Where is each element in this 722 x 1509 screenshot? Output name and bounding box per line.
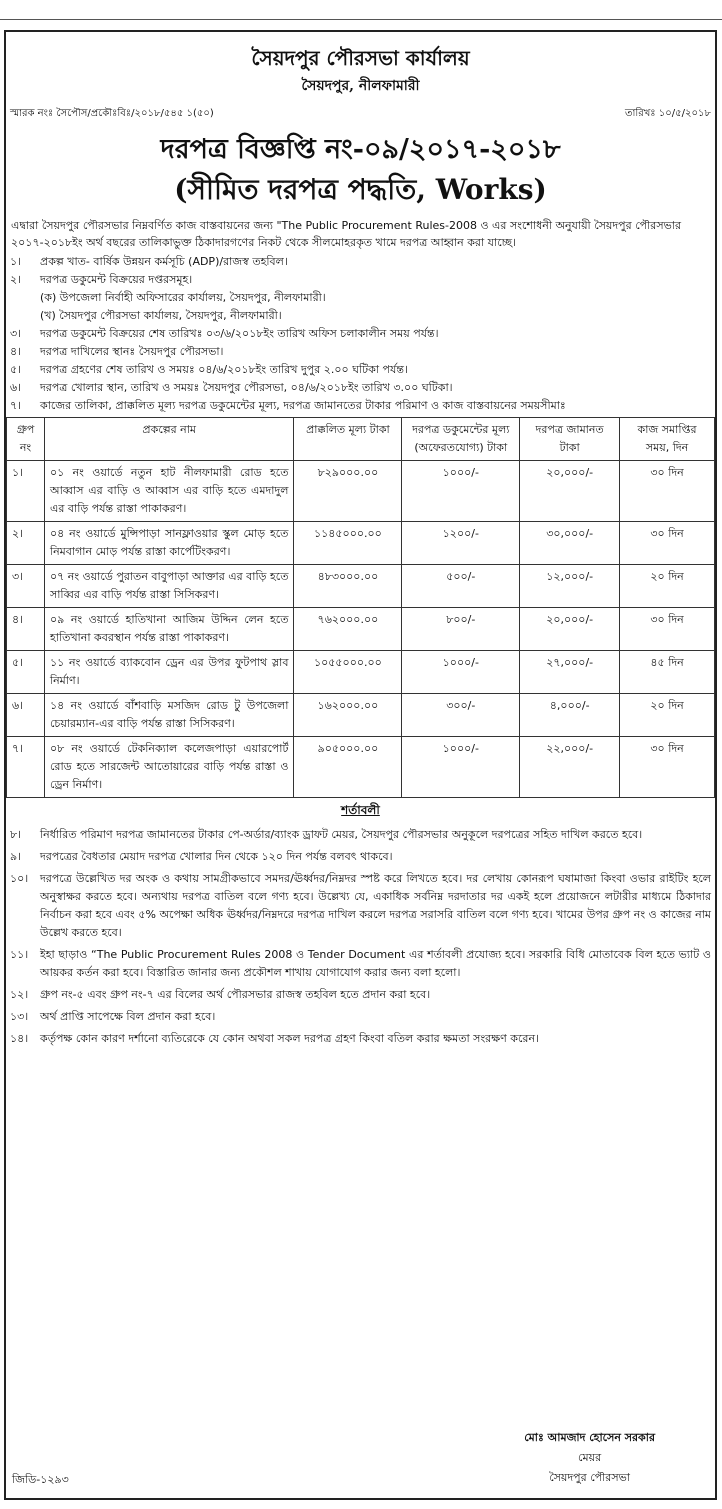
cell-group: ৪।: [7, 608, 45, 651]
cell-estimate: ৪৮৩০০০.০০: [294, 565, 402, 608]
cell-project: ০৯ নং ওয়ার্ডে হাতিখানা আজিম উদ্দিন লেন হতে হাতিখানা কবরস্থান পর্যন্ত রাস্তা পাকাকরণ।: [44, 608, 293, 651]
signatory-name: মোঃ আমজাদ হোসেন সরকার: [524, 1431, 655, 1444]
col-group: গ্রুপ নং: [7, 418, 45, 461]
table-header-row: [7, 418, 715, 461]
cell-duration: ৩০ দিন: [620, 522, 715, 565]
list-item: ৫। দরপত্র গ্রহণের শেষ তারিখ ও সময়ঃ ০৪/৬/২০১৮ইং তারিখ দুপুর ২.০০ ঘটিকা পর্যন্ত।: [10, 363, 408, 376]
cell-duration: ৩০ দিন: [620, 737, 715, 798]
cell-project: ০১ নং ওয়ার্ডে নতুন হাট নীলফামারী রোড হতে আব্বাস এর বাড়ি ও আব্বাস এর বাড়ি হতে এমদাদুল এর বাড়ি পর্যন্ত রাস্তা পাকাকরণ।: [44, 461, 293, 522]
cell-doc-price: ৫০০/-: [402, 565, 520, 608]
cell-project: ০৮ নং ওয়ার্ডে টেকনিক্যাল কলেজপাড়া এয়ারপোর্ট রোড হতে সারজেন্ট আতোয়ারের বাড়ি পর্যন্ত রাস্তা ও ড্রেন নির্মাণ।: [44, 737, 293, 798]
cell-security: ১২,০০০/-: [520, 565, 620, 608]
table-row: [7, 461, 715, 522]
office-a: (ক) উপজেলা নির্বাহী অফিসারের কার্যালয়, সৈয়দপুর, নীলফামারী।: [40, 291, 326, 304]
cell-security: ২২,০০০/-: [520, 737, 620, 798]
list-item: ১০। দরপত্রে উল্লেখিত দর অংক ও কথায় সামগ্রীকভাবে সমদর/ঊর্ধ্বদর/নিম্নদর স্পষ্ট করে লিখতে হবে। দর লেখায় কোনরূপ ঘষামাজা কিংবা ওভার রাইটিং হলে অনুস্বাক্ষর করতে হবে। অন্যথায় দরপত্র বাতিল বলে গণ্য হবে। উল্লেখ্য যে, একাধিক সর্বনিম্ন দরদাতার দর একই হলে প্রয়োজনে লটারীর মাধ্যমে ঠিকাদার নির্বাচন করা হবে এবং ৫% অপেক্ষা অধিক ঊর্ধ্বদর/নিম্নদরে দরপত্র দাখিল করলে দরপত্র সরাসরি বাতিল বলে গণ্য হবে। খামের উপর গ্রুপ নং ও কাজের নাম উল্লেখ করতে হবে।: [10, 872, 711, 939]
cell-security: ২৭,০০০/-: [520, 651, 620, 694]
table-row: [7, 565, 715, 608]
list-item: ৯। দরপত্রের বৈধতার মেয়াদ দরপত্র খোলার দিন থেকে ১২০ দিন পর্যন্ত বলবৎ থাকবে।: [10, 850, 393, 863]
list-item: ৮। নির্ধারিত পরিমাণ দরপত্র জামানতের টাকার পে-অর্ডার/ব্যাংক ড্রাফট মেয়র, সৈয়দপুর পৌরসভার অনুকূলে দরপত্রের সহিত দাখিল করতে হবে।: [10, 828, 643, 841]
list-item: ৭। কাজের তালিকা, প্রাক্কলিত মূল্য দরপত্র ডকুমেন্টের মূল্য, দরপত্র জামানতের টাকার পরিমাণ ও কাজ বাস্তবায়নের সময়সীমাঃ: [10, 399, 566, 412]
office-b: (খ) সৈয়দপুর পৌরসভা কার্যালয়, সৈয়দপুর, নীলফামারী।: [40, 309, 282, 322]
cell-duration: ২০ দিন: [620, 565, 715, 608]
cell-estimate: ৭৬২০০০.০০: [294, 608, 402, 651]
cell-duration: ২০ দিন: [620, 694, 715, 737]
cell-project: ১১ নং ওয়ার্ডে ব্যাকবোন ড্রেন এর উপর ফুটপাথ স্লাব নির্মাণ।: [44, 651, 293, 694]
list-item: ১। প্রকল্প খাত- বার্ষিক উন্নয়ন কর্মসূচি (ADP)/রাজস্ব তহবিল।: [10, 255, 288, 268]
cell-group: ৭।: [7, 737, 45, 798]
cell-group: ৬।: [7, 694, 45, 737]
cell-doc-price: ৩০০/-: [402, 694, 520, 737]
cell-group: ২।: [7, 522, 45, 565]
gd-number: জিডি-১২৯৩: [12, 1473, 69, 1486]
cell-doc-price: ১২০০/-: [402, 522, 520, 565]
items-list: [6, 253, 715, 415]
cell-security: ২০,০০০/-: [520, 461, 620, 522]
col-doc-price: দরপত্র ডকুমেন্টের মূল্য (অফেরতযোগ্য) টাকা: [402, 418, 520, 461]
cell-group: ৩।: [7, 565, 45, 608]
intro-paragraph: এদ্বারা সৈয়দপুর পৌরসভার নিম্নবর্ণিত কাজ বাস্তবায়নের জন্য "The Public Procurement Rules-2008 ও এর সংশোধনী অনুযায়ী সৈয়দপুর পৌরসভার ২০১৭-২০১৮ইং অর্থ বছরের তালিকাভুক্ত ঠিকাদারগণের নিকট থেকে সীলমোহরকৃত খামে দরপত্র আহ্বান করা যাচ্ছে।: [11, 219, 682, 249]
cell-project: ০৭ নং ওয়ার্ডে পুরাতন বাবুপাড়া আক্তার এর বাড়ি হতে সাব্বির এর বাড়ি পর্যন্ত রাস্তা সিসিকরণ।: [44, 565, 293, 608]
cell-duration: ৩০ দিন: [620, 608, 715, 651]
conditions-title: শর্তাবলী: [341, 803, 380, 817]
office-title: সৈয়দপুর পৌরসভা কার্যালয়: [251, 46, 470, 70]
cell-security: ৩০,০০০/-: [520, 522, 620, 565]
signature-block: [524, 1428, 655, 1488]
cell-doc-price: ১০০০/-: [402, 461, 520, 522]
signatory-org: সৈয়দপুর পৌরসভা: [549, 1471, 630, 1484]
list-item: ১১। ইহা ছাড়াও “The Public Procurement Rules 2008 ও Tender Document এর শর্তাবলী প্রযোজ্য হবে। সরকারি বিধি মোতাবেক বিল হতে ভ্যাট ও আয়কর কর্তন করা হবে। বিস্তারিত জানার জন্য প্রকৌশল শাখায় যোগাযোগ করার জন্য বলা হলো।: [10, 948, 711, 979]
cell-project: ০৪ নং ওয়ার্ডে মুন্সিপাড়া সানফ্লাওয়ার স্কুল মোড় হতে নিমবাগান মোড় পর্যন্ত রাস্তা কার্পেটিংকরণ।: [44, 522, 293, 565]
cell-doc-price: ৮০০/-: [402, 608, 520, 651]
conditions-list: [6, 826, 715, 1048]
reference-row: [6, 106, 715, 123]
list-item: ১২। গ্রুপ নং-৫ এবং গ্রুপ নং-৭ এর বিলের অর্থ পৌরসভার রাজস্ব তহবিল হতে প্রদান করা হবে।: [10, 988, 431, 1001]
cell-estimate: ১০৫৫০০০.০০: [294, 651, 402, 694]
cell-group: ১।: [7, 461, 45, 522]
cell-estimate: ১৬২০০০.০০: [294, 694, 402, 737]
list-item: ৬। দরপত্র খোলার স্থান, তারিখ ও সময়ঃ সৈয়দপুর পৌরসভা, ০৪/৬/২০১৮ইং তারিখ ৩.০০ ঘটিকা।: [10, 381, 453, 394]
table-row: [7, 651, 715, 694]
top-rule: [0, 19, 722, 20]
table-row: [7, 522, 715, 565]
notice-date: তারিখঃ ১০/৫/২০১৮: [624, 108, 711, 119]
memo-number: স্মারক নংঃ সৈপৌস/প্রকৌঃবিঃ/২০১৮/৫৪৫ ১(৫০): [10, 108, 214, 119]
office-place: সৈয়দপুর, নীলফামারী: [301, 78, 420, 94]
col-duration: কাজ সমাপ্তির সময়, দিন: [620, 418, 715, 461]
cell-estimate: ১১৪৫০০০.০০: [294, 522, 402, 565]
cell-security: ৪,০০০/-: [520, 694, 620, 737]
list-item: ৩। দরপত্র ডকুমেন্ট বিক্রয়ের শেষ তারিখঃ ০৩/৬/২০১৮ইং তারিখ অফিস চলাকালীন সময় পর্যন্ত।: [10, 327, 439, 340]
table-row: [7, 608, 715, 651]
list-item: ১৩। অর্থ প্রাপ্তি সাপেক্ষে বিল প্রদান করা হবে।: [10, 1010, 216, 1023]
cell-group: ৫।: [7, 651, 45, 694]
cell-duration: ৩০ দিন: [620, 461, 715, 522]
cell-project: ১৪ নং ওয়ার্ডে বাঁশবাড়ি মসজিদ রোড টু উপজেলা চেয়ারম্যান-এর বাড়ি পর্যন্ত রাস্তা সিসিকরণ।: [44, 694, 293, 737]
table-row: [7, 694, 715, 737]
tender-method: (সীমিত দরপত্র পদ্ধতি, Works): [174, 173, 547, 206]
works-table: [6, 417, 715, 798]
cell-estimate: ৮২৯০০০.০০: [294, 461, 402, 522]
col-security: দরপত্র জামানত টাকা: [520, 418, 620, 461]
notice-header: [6, 46, 715, 98]
table-row: [7, 737, 715, 798]
tender-notice: [4, 30, 717, 1500]
cell-doc-price: ১০০০/-: [402, 737, 520, 798]
col-project: প্রকল্পের নাম: [44, 418, 293, 461]
cell-duration: ৪৫ দিন: [620, 651, 715, 694]
signatory-title: মেয়র: [578, 1451, 602, 1464]
cell-security: ২০,০০০/-: [520, 608, 620, 651]
col-estimate: প্রাক্কলিত মূল্য টাকা: [294, 418, 402, 461]
notice-number: দরপত্র বিজ্ঞপ্তি নং-০৯/২০১৭-২০১৮: [160, 134, 561, 165]
list-item: ১৪। কর্তৃপক্ষ কোন কারণ দর্শানো ব্যতিরেকে যে কোন অথবা সকল দরপত্র গ্রহণ কিংবা বতিল করার ক্ষমতা সংরক্ষণ করেন।: [10, 1032, 539, 1045]
cell-doc-price: ১০০০/-: [402, 651, 520, 694]
list-item: ২। দরপত্র ডকুমেন্ট বিক্রয়ের দপ্তরসমূহ।: [10, 273, 193, 286]
list-item: ৪। দরপত্র দাখিলের স্থানঃ সৈয়দপুর পৌরসভা।: [10, 345, 224, 358]
cell-estimate: ৯০৫০০০.০০: [294, 737, 402, 798]
